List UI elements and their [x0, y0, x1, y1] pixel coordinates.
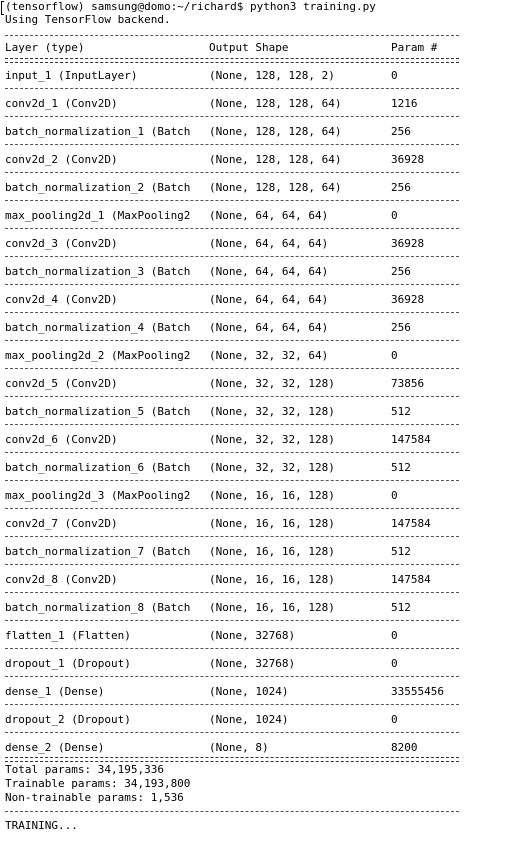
row-separator — [5, 312, 459, 313]
row-separator — [5, 396, 459, 397]
param-count-cell: 73856 — [391, 377, 425, 390]
output-shape-cell: (None, 64, 64, 64) — [209, 321, 329, 334]
output-shape-cell: (None, 128, 128, 64) — [209, 181, 342, 194]
output-shape-cell: (None, 16, 16, 128) — [209, 489, 335, 502]
row-separator — [5, 732, 459, 733]
param-count-cell: 0 — [391, 69, 398, 82]
layer-name-cell: conv2d_5 (Conv2D) — [5, 377, 118, 390]
table-top-rule — [5, 35, 459, 36]
layer-name-cell: batch_normalization_6 (Batch — [5, 461, 191, 474]
row-separator — [5, 508, 459, 509]
output-shape-cell: (None, 128, 128, 64) — [209, 153, 342, 166]
row-separator — [5, 200, 459, 201]
param-count-cell: 0 — [391, 349, 398, 362]
output-shape-cell: (None, 128, 128, 64) — [209, 97, 342, 110]
output-shape-cell: (None, 32, 32, 128) — [209, 377, 335, 390]
row-separator — [5, 676, 459, 677]
row-separator — [5, 648, 459, 649]
param-count-cell: 512 — [391, 601, 411, 614]
row-separator — [5, 368, 459, 369]
layer-name-cell: batch_normalization_2 (Batch — [5, 181, 191, 194]
layer-name-cell: dropout_2 (Dropout) — [5, 713, 131, 726]
row-separator — [5, 172, 459, 173]
header-double-rule — [5, 58, 459, 63]
param-count-cell: 147584 — [391, 573, 431, 586]
param-count-cell: 8200 — [391, 741, 418, 754]
param-count-cell: 0 — [391, 629, 398, 642]
layer-name-cell: batch_normalization_4 (Batch — [5, 321, 191, 334]
layer-name-cell: dropout_1 (Dropout) — [5, 657, 131, 670]
row-separator — [5, 592, 459, 593]
layer-name-cell: batch_normalization_8 (Batch — [5, 601, 191, 614]
param-count-cell: 1216 — [391, 97, 418, 110]
row-separator — [5, 116, 459, 117]
layer-name-cell: conv2d_1 (Conv2D) — [5, 97, 118, 110]
row-separator — [5, 284, 459, 285]
output-shape-cell: (None, 1024) — [209, 685, 289, 698]
layer-name-cell: batch_normalization_1 (Batch — [5, 125, 191, 138]
summary-bottom-rule — [5, 811, 459, 812]
output-shape-cell: (None, 16, 16, 128) — [209, 573, 335, 586]
layer-name-cell: conv2d_4 (Conv2D) — [5, 293, 118, 306]
header-param-count: Param # — [391, 41, 438, 54]
param-count-cell: 512 — [391, 545, 411, 558]
output-shape-cell: (None, 128, 128, 2) — [209, 69, 335, 82]
output-shape-cell: (None, 32768) — [209, 629, 296, 642]
param-count-cell: 256 — [391, 181, 411, 194]
layer-name-cell: flatten_1 (Flatten) — [5, 629, 131, 642]
trainable-params: Trainable params: 34,193,800 — [5, 777, 191, 790]
output-shape-cell: (None, 16, 16, 128) — [209, 517, 335, 530]
param-count-cell: 256 — [391, 265, 411, 278]
param-count-cell: 256 — [391, 125, 411, 138]
layer-name-cell: dense_1 (Dense) — [5, 685, 105, 698]
param-count-cell: 36928 — [391, 153, 425, 166]
header-layer: Layer (type) — [5, 41, 85, 54]
row-separator — [5, 480, 459, 481]
layer-name-cell: batch_normalization_3 (Batch — [5, 265, 191, 278]
output-shape-cell: (None, 32, 32, 128) — [209, 433, 335, 446]
training-status: TRAINING... — [5, 819, 78, 832]
output-shape-cell: (None, 32768) — [209, 657, 296, 670]
param-count-cell: 512 — [391, 405, 411, 418]
param-count-cell: 0 — [391, 489, 398, 502]
row-separator — [5, 704, 459, 705]
row-separator — [5, 452, 459, 453]
row-separator — [5, 620, 459, 621]
param-count-cell: 147584 — [391, 433, 431, 446]
layer-name-cell: max_pooling2d_2 (MaxPooling2 — [5, 349, 191, 362]
row-separator — [5, 536, 459, 537]
command-prompt-line: (tensorflow) samsung@domo:~/richard$ python3 training.py — [5, 0, 376, 13]
output-shape-cell: (None, 64, 64, 64) — [209, 265, 329, 278]
row-separator — [5, 564, 459, 565]
output-shape-cell: (None, 16, 16, 128) — [209, 545, 335, 558]
output-shape-cell: (None, 32, 32, 128) — [209, 461, 335, 474]
param-count-cell: 0 — [391, 657, 398, 670]
non-trainable-params: Non-trainable params: 1,536 — [5, 791, 184, 804]
layer-name-cell: max_pooling2d_3 (MaxPooling2 — [5, 489, 191, 502]
selection-bracket — [1, 1, 4, 15]
header-output-shape: Output Shape — [209, 41, 289, 54]
param-count-cell: 0 — [391, 713, 398, 726]
layer-name-cell: conv2d_6 (Conv2D) — [5, 433, 118, 446]
param-count-cell: 512 — [391, 461, 411, 474]
row-separator — [5, 424, 459, 425]
layer-name-cell: conv2d_7 (Conv2D) — [5, 517, 118, 530]
output-shape-cell: (None, 1024) — [209, 713, 289, 726]
layer-name-cell: batch_normalization_7 (Batch — [5, 545, 191, 558]
param-count-cell: 256 — [391, 321, 411, 334]
output-shape-cell: (None, 8) — [209, 741, 269, 754]
param-count-cell: 33555456 — [391, 685, 444, 698]
layer-name-cell: conv2d_8 (Conv2D) — [5, 573, 118, 586]
param-count-cell: 147584 — [391, 517, 431, 530]
output-shape-cell: (None, 128, 128, 64) — [209, 125, 342, 138]
output-shape-cell: (None, 64, 64, 64) — [209, 237, 329, 250]
row-separator — [5, 256, 459, 257]
total-params: Total params: 34,195,336 — [5, 763, 164, 776]
backend-message: Using TensorFlow backend. — [5, 13, 171, 26]
layer-name-cell: conv2d_2 (Conv2D) — [5, 153, 118, 166]
row-separator — [5, 228, 459, 229]
param-count-cell: 36928 — [391, 293, 425, 306]
output-shape-cell: (None, 32, 32, 64) — [209, 349, 329, 362]
param-count-cell: 36928 — [391, 237, 425, 250]
row-separator — [5, 340, 459, 341]
layer-name-cell: input_1 (InputLayer) — [5, 69, 138, 82]
param-count-cell: 0 — [391, 209, 398, 222]
layer-name-cell: max_pooling2d_1 (MaxPooling2 — [5, 209, 191, 222]
layer-name-cell: batch_normalization_5 (Batch — [5, 405, 191, 418]
layer-name-cell: dense_2 (Dense) — [5, 741, 105, 754]
table-bottom-double-rule — [5, 757, 459, 762]
layer-name-cell: conv2d_3 (Conv2D) — [5, 237, 118, 250]
row-separator — [5, 88, 459, 89]
output-shape-cell: (None, 16, 16, 128) — [209, 601, 335, 614]
output-shape-cell: (None, 32, 32, 128) — [209, 405, 335, 418]
output-shape-cell: (None, 64, 64, 64) — [209, 293, 329, 306]
output-shape-cell: (None, 64, 64, 64) — [209, 209, 329, 222]
row-separator — [5, 144, 459, 145]
